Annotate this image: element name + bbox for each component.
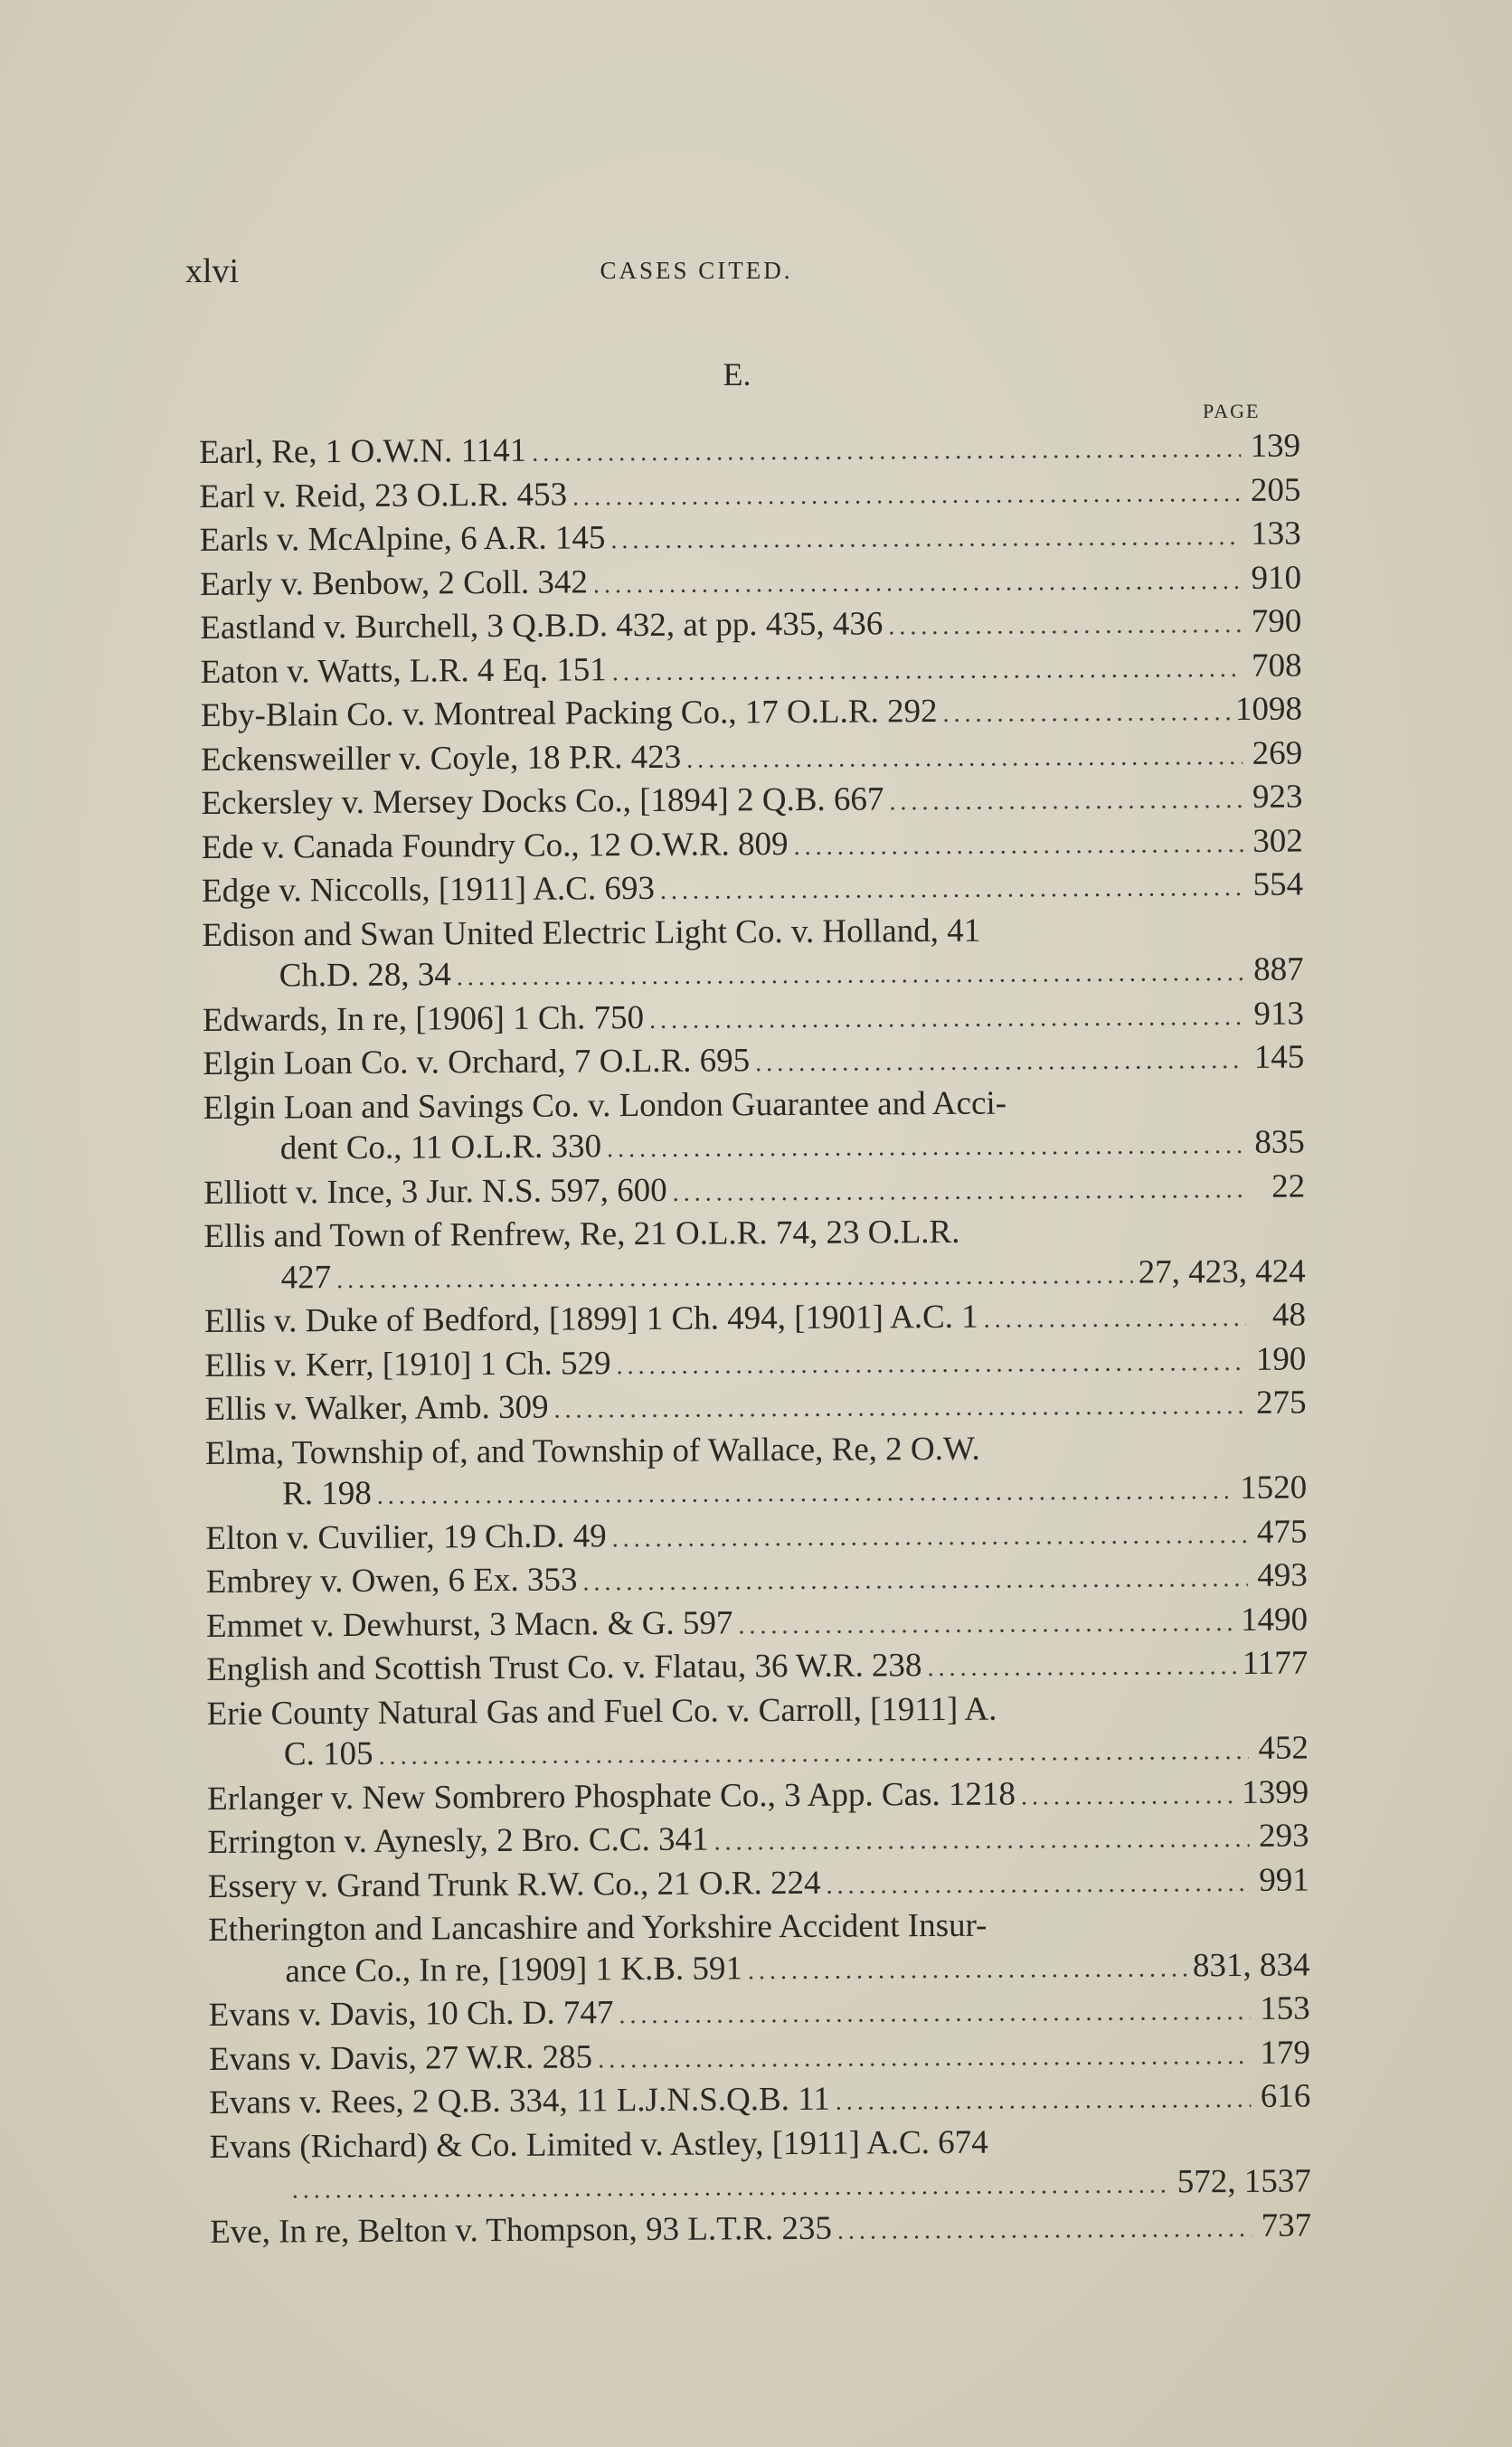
page-number: 708 xyxy=(1251,647,1302,685)
dot-leader xyxy=(377,1470,1235,1516)
case-entry-line xyxy=(204,1383,1306,1433)
case-entry xyxy=(200,645,1301,695)
page-number: 1490 xyxy=(1240,1601,1309,1639)
case-citation: Eby-Blain Co. v. Montreal Packing Co., 17 O.L.R. 292 xyxy=(200,693,938,734)
case-entry-line xyxy=(206,1643,1308,1694)
page-number: 1177 xyxy=(1242,1644,1309,1682)
case-citation: Earls v. McAlpine, 6 A.R. 145 xyxy=(199,519,606,559)
dot-leader xyxy=(984,1298,1247,1340)
dot-leader xyxy=(292,2164,1172,2210)
page-number: 616 xyxy=(1260,2077,1311,2115)
case-citation: Edge v. Niccolls, [1911] A.C. 693 xyxy=(201,869,656,910)
case-entry xyxy=(206,1599,1308,1649)
case-citation: Elgin Loan Co. v. Orchard, 7 O.L.R. 695 xyxy=(203,1042,751,1082)
page-number: 923 xyxy=(1252,778,1303,816)
case-citation: Errington v. Aynesly, 2 Bro. C.C. 341 xyxy=(207,1820,709,1861)
case-entry xyxy=(203,993,1304,1044)
case-entry-continuation xyxy=(205,1468,1307,1518)
case-citation: Ellis and Town of Renfrew, Re, 21 O.L.R. 74, 23 O.L.R. xyxy=(203,1213,960,1255)
dot-leader xyxy=(836,2079,1252,2122)
dot-leader xyxy=(593,560,1242,605)
dot-leader xyxy=(610,516,1241,562)
case-entry-continuation xyxy=(204,1251,1306,1301)
case-entry-continuation xyxy=(207,1728,1309,1779)
dot-leader xyxy=(616,1341,1246,1386)
case-entry xyxy=(203,1037,1304,1088)
case-entry xyxy=(208,1904,1310,1995)
page-number: 572, 1537 xyxy=(1177,2162,1311,2201)
case-entry xyxy=(207,1816,1309,1866)
dot-leader xyxy=(942,692,1230,734)
case-entry-continuation xyxy=(210,2161,1311,2212)
dot-leader xyxy=(888,604,1242,647)
case-citation: Elgin Loan and Savings Co. v. London Guarantee and Acci- xyxy=(203,1084,1007,1127)
case-entry xyxy=(205,1426,1308,1517)
case-entry-line xyxy=(209,2076,1310,2127)
dot-leader xyxy=(336,1254,1133,1300)
case-entry-line xyxy=(210,2205,1311,2255)
dot-leader xyxy=(612,1514,1248,1559)
page-number: 293 xyxy=(1258,1817,1309,1855)
case-entry xyxy=(201,777,1302,827)
case-citation: Erlanger v. New Sombrero Phosphate Co., 3 App. Cas. 1218 xyxy=(207,1775,1016,1818)
dot-leader xyxy=(660,867,1243,912)
page-header xyxy=(185,251,1207,297)
page-number: 475 xyxy=(1256,1513,1308,1551)
case-entry-line xyxy=(203,1081,1304,1129)
case-entry xyxy=(210,2205,1311,2255)
case-entry xyxy=(200,557,1301,608)
case-entry-line xyxy=(203,1166,1305,1216)
case-entry-line xyxy=(205,1426,1307,1474)
dot-leader xyxy=(572,472,1242,517)
case-entry-line xyxy=(207,1816,1309,1866)
case-entry xyxy=(199,426,1300,477)
case-entry xyxy=(209,2120,1311,2211)
case-citation: ance Co., In re, [1909] 1 K.B. 591 xyxy=(285,1949,743,1989)
page-number: 737 xyxy=(1261,2206,1312,2244)
case-entry-line xyxy=(202,908,1303,956)
case-entry-line xyxy=(202,820,1303,871)
case-citation: Eckersley v. Mersey Docks Co., [1894] 2 Q.B. 667 xyxy=(201,780,884,822)
page-number: 913 xyxy=(1253,995,1305,1033)
dot-leader xyxy=(755,1040,1244,1084)
page-number: 790 xyxy=(1251,602,1302,640)
page-number: 153 xyxy=(1260,1989,1310,2027)
case-entry-line xyxy=(208,1859,1309,1910)
case-citation: Early v. Benbow, 2 Coll. 342 xyxy=(199,562,589,603)
case-entry xyxy=(204,1383,1306,1433)
dot-leader xyxy=(378,1731,1249,1777)
case-entry-continuation xyxy=(208,1944,1309,1995)
dot-leader xyxy=(826,1862,1250,1905)
case-citation: Elliott v. Ince, 3 Jur. N.S. 597, 600 xyxy=(203,1171,667,1212)
case-citation: Ellis v. Walker, Amb. 309 xyxy=(204,1388,549,1428)
case-citation: Earl v. Reid, 23 O.L.R. 453 xyxy=(199,476,568,515)
dot-leader xyxy=(532,429,1241,474)
case-entry-line xyxy=(204,1338,1306,1389)
case-entry-line xyxy=(201,689,1302,740)
page-number: 835 xyxy=(1254,1123,1305,1161)
dot-leader xyxy=(457,952,1244,998)
page-column-label: PAGE xyxy=(1203,400,1261,422)
case-entry-line xyxy=(203,993,1304,1044)
case-citation: English and Scottish Trust Co. v. Flatau, 36 W.R. 238 xyxy=(206,1647,922,1688)
case-entry-line xyxy=(199,469,1300,520)
dot-leader xyxy=(598,2035,1251,2080)
page-number: 275 xyxy=(1255,1384,1307,1422)
case-entry xyxy=(202,864,1303,915)
dot-leader xyxy=(649,996,1244,1041)
page-number: 910 xyxy=(1251,559,1302,597)
case-entry-line xyxy=(205,1511,1307,1562)
case-entry-line xyxy=(207,1771,1309,1822)
case-entry xyxy=(199,469,1300,520)
case-citation: R. 198 xyxy=(282,1474,372,1513)
case-citation: Eve, In re, Belton v. Thompson, 93 L.T.R. 235 xyxy=(210,2209,833,2251)
page-number: 22 xyxy=(1271,1167,1306,1205)
case-citation: Ch.D. 28, 34 xyxy=(279,956,451,995)
page-number: 190 xyxy=(1255,1340,1307,1378)
case-entry xyxy=(204,1338,1306,1389)
case-citation: 427 xyxy=(280,1258,332,1296)
case-citation: Eckensweiller v. Coyle, 18 P.R. 423 xyxy=(201,738,682,779)
dot-leader xyxy=(673,1168,1246,1213)
case-citation: Ede v. Canada Foundry Co., 12 O.W.R. 809 xyxy=(201,825,789,866)
case-entry xyxy=(207,1771,1309,1822)
dot-leader xyxy=(607,1125,1245,1170)
case-citation: C. 105 xyxy=(283,1734,373,1773)
case-entry xyxy=(203,1166,1305,1216)
case-entry-line xyxy=(200,601,1301,652)
page-number: 133 xyxy=(1251,515,1301,553)
page-number: 991 xyxy=(1259,1861,1309,1899)
case-entry-line xyxy=(206,1555,1308,1606)
case-entry-line xyxy=(201,732,1302,783)
case-citation: Embrey v. Owen, 6 Ex. 353 xyxy=(205,1561,578,1601)
page-number: 27, 423, 424 xyxy=(1138,1252,1306,1291)
case-entry-line xyxy=(204,1295,1306,1346)
case-citation: Evans v. Davis, 10 Ch. D. 747 xyxy=(208,1994,614,2034)
case-citation: Edison and Swan United Electric Light Co. v. Holland, 41 xyxy=(202,912,981,954)
case-entry xyxy=(200,601,1301,652)
case-citation: Earl, Re, 1 O.W.N. 1141 xyxy=(199,431,527,471)
case-entry xyxy=(209,2076,1310,2127)
dot-leader xyxy=(1021,1775,1237,1818)
page-number: 452 xyxy=(1258,1729,1309,1767)
case-entry-line xyxy=(200,514,1301,564)
case-entry-line xyxy=(203,1037,1304,1088)
page-number: 205 xyxy=(1250,471,1301,509)
case-entry-line xyxy=(199,426,1300,477)
case-entry xyxy=(209,1989,1310,2039)
case-entry xyxy=(209,2032,1310,2083)
case-citation: Erie County Natural Gas and Fuel Co. v. Carroll, [1911] A. xyxy=(206,1690,997,1733)
case-entry-line xyxy=(209,2032,1310,2083)
case-entry xyxy=(202,820,1303,871)
page-number: 887 xyxy=(1253,950,1304,988)
page-number: 493 xyxy=(1257,1556,1308,1594)
dot-leader xyxy=(837,2207,1252,2251)
section-letter: E. xyxy=(723,356,751,392)
page-number: 139 xyxy=(1250,427,1301,465)
case-entry xyxy=(205,1511,1307,1562)
case-citation: dent Co., 11 O.L.R. 330 xyxy=(279,1128,602,1167)
case-entry-line xyxy=(209,1989,1310,2039)
case-entry-line xyxy=(200,645,1301,695)
case-citation: Emmet v. Dewhurst, 3 Macn. & G. 597 xyxy=(205,1603,733,1645)
folio: xlvi xyxy=(185,252,240,290)
case-entry-line xyxy=(207,1686,1309,1734)
case-entry-continuation xyxy=(203,950,1304,1000)
dot-leader xyxy=(619,1991,1251,2036)
dot-leader xyxy=(582,1558,1248,1603)
case-entry-line xyxy=(208,1904,1309,1951)
case-citation: Ellis v. Duke of Bedford, [1899] 1 Ch. 494, [1901] A.C. 1 xyxy=(203,1298,978,1340)
dot-leader xyxy=(889,779,1243,823)
case-entry-line xyxy=(201,777,1302,827)
case-entry xyxy=(202,908,1304,999)
running-head: CASES CITED. xyxy=(600,257,793,284)
case-entry-line xyxy=(202,864,1303,915)
case-entry xyxy=(201,732,1302,783)
dot-leader xyxy=(738,1602,1235,1647)
case-citation: Elma, Township of, and Township of Wallace, Re, 2 O.W. xyxy=(204,1430,980,1472)
page-number: 554 xyxy=(1252,865,1304,903)
case-citation: Essery v. Grand Trunk R.W. Co., 21 O.R. 224 xyxy=(207,1864,821,1905)
case-citation: Evans v. Rees, 2 Q.B. 334, 11 L.J.N.S.Q.B. 11 xyxy=(209,2080,830,2121)
dot-leader xyxy=(748,1948,1187,1991)
case-citation: Evans (Richard) & Co. Limited v. Astley, [1911] A.C. 674 xyxy=(209,2123,988,2166)
dot-leader xyxy=(553,1385,1246,1431)
case-citation: Elton v. Cuvilier, 19 Ch.D. 49 xyxy=(205,1516,607,1557)
page-number: 48 xyxy=(1271,1296,1307,1334)
page-number: 302 xyxy=(1252,822,1303,860)
case-entry-continuation xyxy=(203,1122,1305,1173)
case-citation: Ellis v. Kerr, [1910] 1 Ch. 529 xyxy=(204,1344,611,1384)
case-entry xyxy=(201,689,1302,740)
page-number: 179 xyxy=(1260,2034,1311,2072)
dot-leader xyxy=(612,647,1243,693)
dot-leader xyxy=(927,1646,1236,1689)
case-citation: Etherington and Lancashire and Yorkshire Accident Insur- xyxy=(207,1906,988,1949)
case-citation: Edwards, In re, [1906] 1 Ch. 750 xyxy=(202,998,645,1039)
case-entry xyxy=(204,1295,1306,1346)
page-number: 1520 xyxy=(1240,1469,1308,1507)
case-entry xyxy=(207,1686,1309,1778)
case-entry xyxy=(208,1859,1309,1910)
dot-leader xyxy=(713,1819,1249,1863)
case-entry xyxy=(206,1643,1308,1694)
case-entry xyxy=(200,514,1301,564)
case-entry-line xyxy=(206,1599,1308,1649)
case-citation: Eastland v. Burchell, 3 Q.B.D. 432, at pp. 435, 436 xyxy=(200,605,884,647)
page-number: 1098 xyxy=(1234,690,1303,729)
case-entry-line xyxy=(200,557,1301,608)
case-entry-line xyxy=(203,1210,1305,1258)
case-entry xyxy=(203,1210,1306,1301)
page-number: 831, 834 xyxy=(1192,1946,1310,1984)
case-list xyxy=(199,426,1311,2255)
page-number: 269 xyxy=(1252,734,1303,772)
case-citation: Eaton v. Watts, L.R. 4 Eq. 151 xyxy=(200,650,607,691)
dot-leader xyxy=(794,823,1243,867)
case-entry xyxy=(206,1555,1308,1606)
dot-leader xyxy=(686,735,1243,779)
page-number: 1399 xyxy=(1242,1773,1309,1811)
page-number: 145 xyxy=(1253,1038,1305,1076)
case-entry xyxy=(203,1081,1305,1172)
case-citation: Evans v. Davis, 27 W.R. 285 xyxy=(208,2037,593,2078)
case-entry-line xyxy=(209,2120,1310,2168)
